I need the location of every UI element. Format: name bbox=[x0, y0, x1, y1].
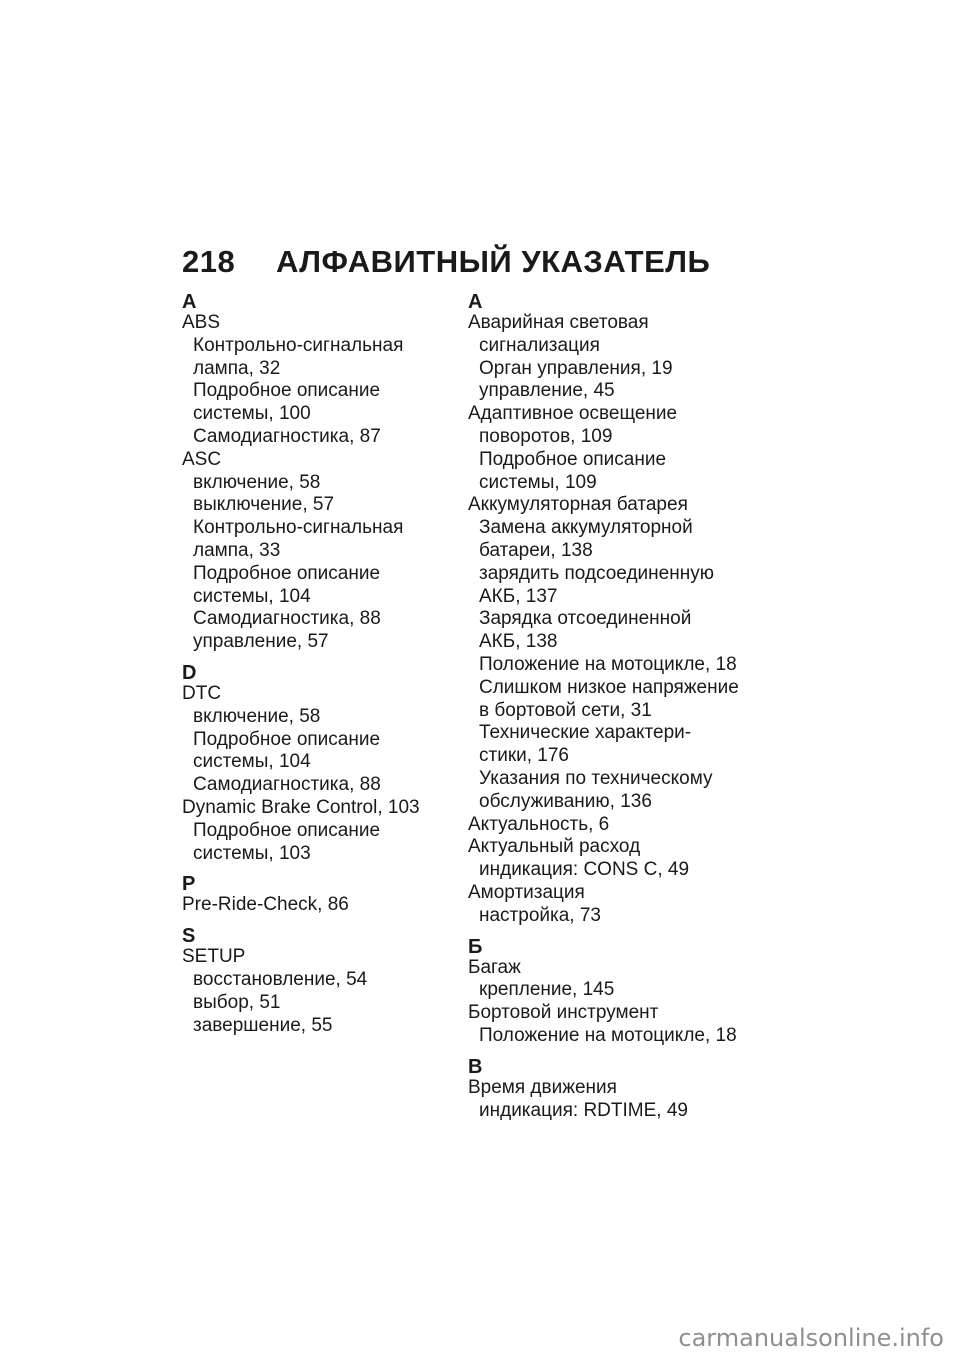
index-subentry: Контрольно-сигнальная bbox=[193, 517, 404, 539]
index-subentry: АКБ, 137 bbox=[479, 585, 558, 607]
index-subentry: Слишком низкое напряжение bbox=[479, 676, 739, 698]
page-number: 218 bbox=[182, 244, 236, 279]
index-letter-group bbox=[468, 1057, 768, 1123]
page-header bbox=[182, 244, 710, 280]
index-subentry: Самодиагностика, 88 bbox=[193, 774, 381, 796]
index-subentry: Подробное описание bbox=[193, 819, 381, 841]
index-subentry: включение, 58 bbox=[193, 705, 321, 727]
index-entry: ASC bbox=[182, 448, 222, 470]
index-subentry: АКБ, 138 bbox=[479, 631, 558, 653]
index-section-letter: A bbox=[182, 291, 197, 313]
index-subentry: обслуживанию, 136 bbox=[479, 790, 652, 812]
index-entry: Актуальность, 6 bbox=[468, 813, 610, 835]
index-subentry: выбор, 51 bbox=[193, 991, 281, 1013]
index-letter-group bbox=[182, 292, 482, 654]
index-subentry: Подробное описание bbox=[193, 562, 381, 584]
index-subentry: индикация: CONS C, 49 bbox=[479, 859, 690, 881]
index-subentry: Технические характери- bbox=[479, 722, 692, 744]
index-subentry: системы, 103 bbox=[193, 842, 311, 864]
index-subentry: Подробное описание bbox=[479, 448, 667, 470]
index-subentry: системы, 104 bbox=[193, 585, 311, 607]
index-entry: Адаптивное освещение bbox=[468, 403, 678, 425]
index-subentry: управление, 45 bbox=[479, 380, 615, 402]
index-entry: ABS bbox=[182, 312, 221, 333]
index-subentry: выключение, 57 bbox=[193, 494, 335, 516]
index-subentry: сигнализация bbox=[479, 334, 600, 356]
index-subentry: Подробное описание bbox=[193, 728, 381, 750]
index-subentry: настройка, 73 bbox=[479, 904, 601, 926]
index-section-letter: А bbox=[468, 291, 483, 313]
index-letter-group bbox=[468, 292, 768, 928]
index-entry: DTC bbox=[182, 682, 222, 704]
index-section-letter: Б bbox=[468, 935, 483, 958]
index-entry: Бортовой инструмент bbox=[468, 1002, 659, 1024]
index-section-letter: В bbox=[468, 1055, 483, 1078]
index-subentry: системы, 100 bbox=[193, 403, 311, 425]
index-subentry: Указания по техническому bbox=[479, 767, 713, 789]
index-subentry: индикация: RDTIME, 49 bbox=[479, 1099, 688, 1121]
index-entry: Аварийная световая bbox=[468, 312, 649, 333]
index-subentry: поворотов, 109 bbox=[479, 425, 613, 447]
index-section-letter: D bbox=[182, 661, 197, 684]
index-entry: Багаж bbox=[468, 956, 521, 978]
index-entry: Pre-Ride-Check, 86 bbox=[182, 894, 349, 916]
index-letter-group bbox=[468, 937, 768, 1048]
index-section-letter: S bbox=[182, 925, 196, 948]
index-subentry: системы, 109 bbox=[479, 471, 597, 493]
index-letter-group bbox=[182, 663, 482, 865]
index-subentry: Самодиагностика, 87 bbox=[193, 425, 381, 447]
index-subentry: Положение на мотоцикле, 18 bbox=[479, 1024, 737, 1046]
index-section-letter: P bbox=[182, 873, 196, 896]
index-subentry: восстановление, 54 bbox=[193, 968, 368, 990]
index-entry: Аккумуляторная батарея bbox=[468, 494, 688, 516]
index-subentry: Замена аккумуляторной bbox=[479, 517, 693, 539]
index-subentry: включение, 58 bbox=[193, 471, 321, 493]
index-subentry: Орган управления, 19 bbox=[479, 357, 673, 379]
index-subentry: Самодиагностика, 88 bbox=[193, 608, 381, 630]
index-entry: SETUP bbox=[182, 946, 246, 968]
index-column-right bbox=[468, 292, 768, 1122]
index-subentry: завершение, 55 bbox=[193, 1014, 333, 1036]
index-subentry: стики, 176 bbox=[479, 745, 569, 767]
index-subentry: лампа, 33 bbox=[193, 539, 281, 561]
index-subentry: в бортовой сети, 31 bbox=[479, 699, 652, 721]
index-letter-group bbox=[182, 926, 482, 1037]
watermark: carmanualsonline.info bbox=[678, 1324, 944, 1352]
index-subentry: Контрольно-сигнальная bbox=[193, 334, 404, 356]
index-subentry: системы, 104 bbox=[193, 751, 311, 773]
index-entry: Актуальный расход bbox=[468, 836, 641, 858]
index-column-left bbox=[182, 292, 482, 1037]
index-letter-group bbox=[182, 874, 482, 917]
index-subentry: Зарядка отсоединенной bbox=[479, 608, 692, 630]
index-subentry: зарядить подсоединенную bbox=[479, 562, 714, 584]
index-subentry: лампа, 32 bbox=[193, 357, 281, 379]
index-subentry: Подробное описание bbox=[193, 380, 381, 402]
index-subentry: управление, 57 bbox=[193, 631, 329, 653]
index-subentry: Положение на мотоцикле, 18 bbox=[479, 653, 737, 675]
index-entry: Время движения bbox=[468, 1076, 617, 1098]
index-subentry: крепление, 145 bbox=[479, 979, 615, 1001]
index-subentry: батареи, 138 bbox=[479, 539, 593, 561]
index-entry: Dynamic Brake Control, 103 bbox=[182, 796, 420, 818]
index-entry: Амортизация bbox=[468, 881, 585, 903]
page-title: АЛФАВИТНЫЙ УКАЗАТЕЛЬ bbox=[276, 244, 711, 279]
